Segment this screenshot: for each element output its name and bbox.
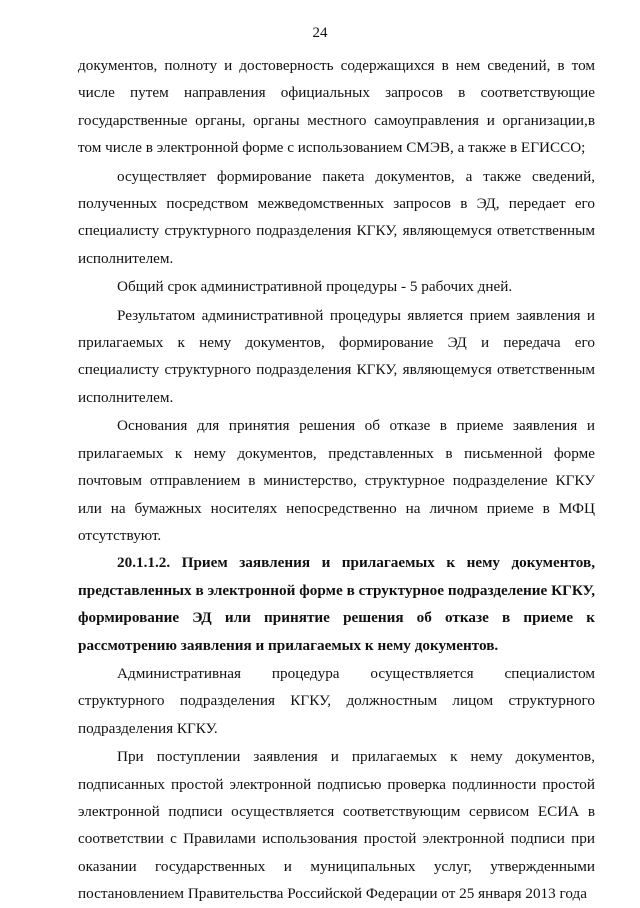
section-heading-20-1-1-2: 20.1.1.2. Прием заявления и прилагаемых к нему документов, представленных в электронной форме в структурное подразделение КГКУ, формирование ЭД или принятие решения об отказе в приеме к рассмотрению заявления и прилагаемых к нему документов. [78,554,595,654]
paragraph-signature-check: При поступлении заявления и прилагаемых к нему документов, подписанных простой электронной подписью проверка подлинности простой электронной подписи осуществляется соответствующим сервисом ЕСИА в соответствии с Правилами использования простой электронной подписи при оказании государственных и муниципальных услуг, утвержденными постановлением Правительства Российской Федерации от 25 января 2013 года [78,748,595,903]
paragraph-refusal-grounds: Основания для принятия решения об отказе в приеме заявления и прилагаемых к нему документов, представленных в письменной форме почтовым отправлением в министерство, структурное подразделение КГКУ или на бумажных носителях непосредственно на личном приеме в МФЦ отсутствуют. [78,417,595,544]
page-number: 24 [312,25,328,41]
paragraph-continuation: документов, полноту и достоверность содержащихся в нем сведений, в том числе путем направления официальных запросов в соответствующие государственные органы, органы местного самоуправления и организации,в том числе в электронной форме с использованием СМЭВ, а также в ЕГИССО; [78,57,595,157]
paragraph-procedure-result: Результатом административной процедуры является прием заявления и прилагаемых к нему документов, формирование ЭД и передача его специалисту структурного подразделения КГКУ, являющемуся ответственным исполнителем. [78,306,595,406]
paragraph-procedure-term: Общий срок административной процедуры - 5 рабочих дней. [117,278,513,296]
paragraph-procedure-performer: Административная процедура осуществляется специалистом структурного подразделения КГКУ, должностным лицом структурного подразделения КГКУ. [78,664,595,737]
document-body [78,52,595,908]
paragraph-package-formation: осуществляет формирование пакета документов, а также сведений, полученных посредством межведомственных запросов в ЭД, передает его специалисту структурного подразделения КГКУ, являющемуся ответственным исполнителем. [78,167,595,267]
